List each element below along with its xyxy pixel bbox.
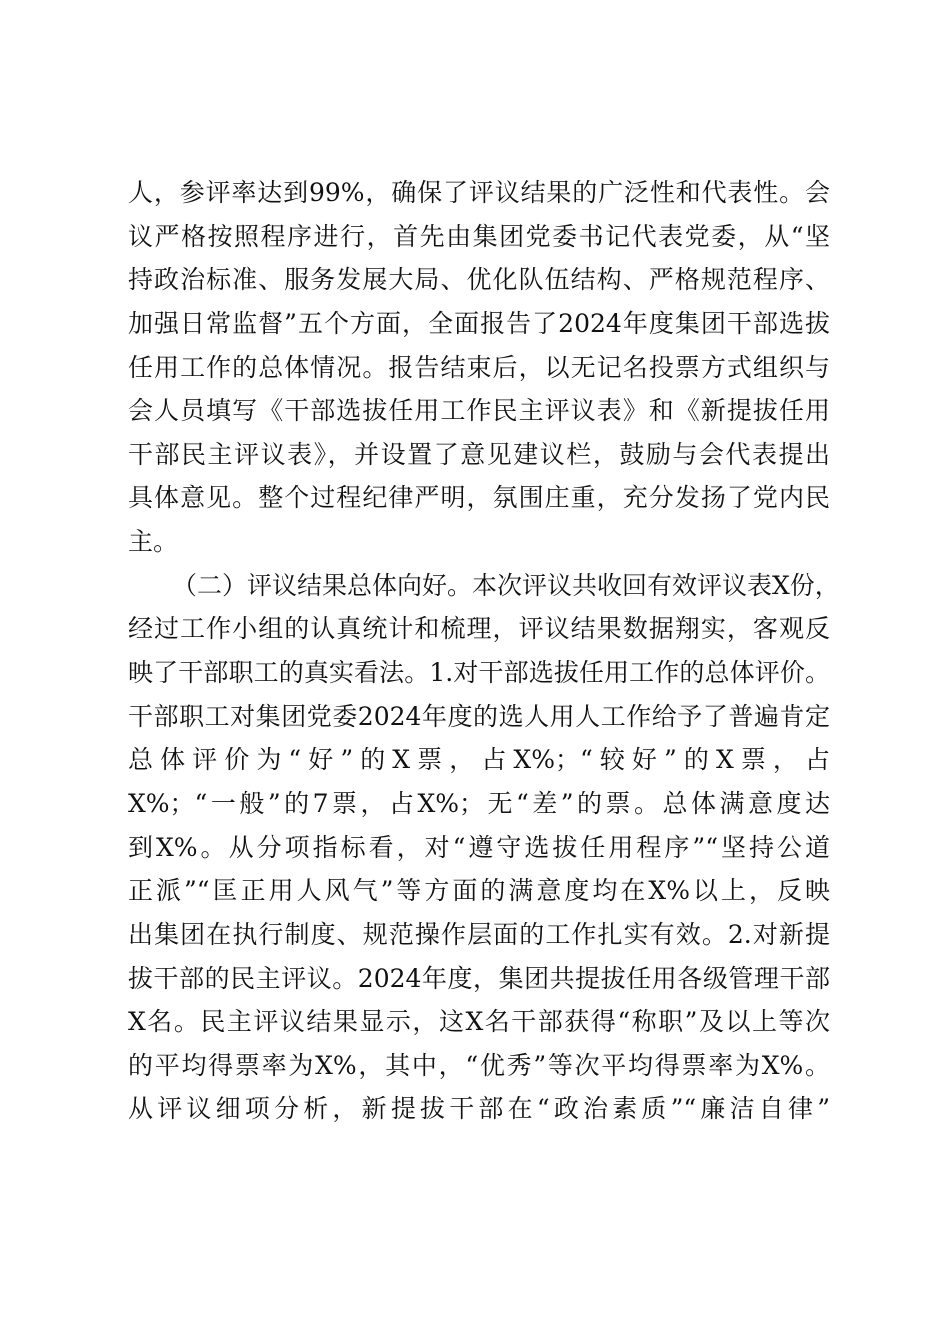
text-line: 任用工作的总体情况。报告结束后，以无记名投票方式组织与: [128, 352, 830, 382]
text-line: 从评议细项分析，新提拔干部在“政治素质”“廉洁自律”: [128, 1094, 830, 1124]
text-line: 到X%。从分项指标看，对“遵守选拔任用程序”“坚持公道: [128, 832, 830, 862]
paragraph-meeting-procedure: [128, 171, 830, 564]
document-body: [128, 171, 840, 1131]
text-line: 持政治标准、服务发展大局、优化队伍结构、严格规范程序、: [128, 265, 830, 295]
text-line: 的平均得票率为X%，其中，“优秀”等次平均得票率为X%。: [128, 1050, 830, 1080]
text-line: 加强日常监督”五个方面，全面报告了2024年度集团干部选拔: [128, 308, 830, 338]
text-line: 人，参评率达到99%，确保了评议结果的广泛性和代表性。会: [128, 178, 830, 207]
text-line: X%；“一般”的7票，占X%；无“差”的票。总体满意度达: [128, 788, 830, 818]
text-line: X名。民主评议结果显示，这X名干部获得“称职”及以上等次: [128, 1007, 830, 1037]
text-line: 议严格按照程序进行，首先由集团党委书记代表党委，从“坚: [128, 221, 830, 251]
text-line: 具体意见。整个过程纪律严明，氛围庄重，充分发扬了党内民: [128, 483, 830, 513]
text-line: 主。: [128, 527, 179, 557]
text-line: 总体评价为“好”的X票，占X%；“较好”的X票，占: [128, 745, 830, 775]
text-line: 经过工作小组的认真统计和梳理，评议结果数据翔实，客观反: [128, 614, 830, 644]
section-heading-line: （二）评议结果总体向好。本次评议共收回有效评议表X份，: [172, 570, 840, 600]
text-line: 干部职工对集团党委2024年度的选人用人工作给予了普遍肯定: [128, 701, 830, 731]
text-line: 出集团在执行制度、规范操作层面的工作扎实有效。2.对新提: [128, 919, 830, 949]
text-line: 会人员填写《干部选拔任用工作民主评议表》和《新提拔任用: [128, 396, 830, 426]
text-line: 干部民主评议表》，并设置了意见建议栏，鼓励与会代表提出: [128, 439, 830, 469]
text-line: 正派”“匡正用人风气”等方面的满意度均在X%以上，反映: [128, 876, 830, 906]
text-line: 映了干部职工的真实看法。1.对干部选拔任用工作的总体评价。: [128, 658, 830, 688]
paragraph-evaluation-results: [128, 564, 840, 1131]
text-line: 拔干部的民主评议。2024年度，集团共提拔任用各级管理干部: [128, 963, 830, 993]
